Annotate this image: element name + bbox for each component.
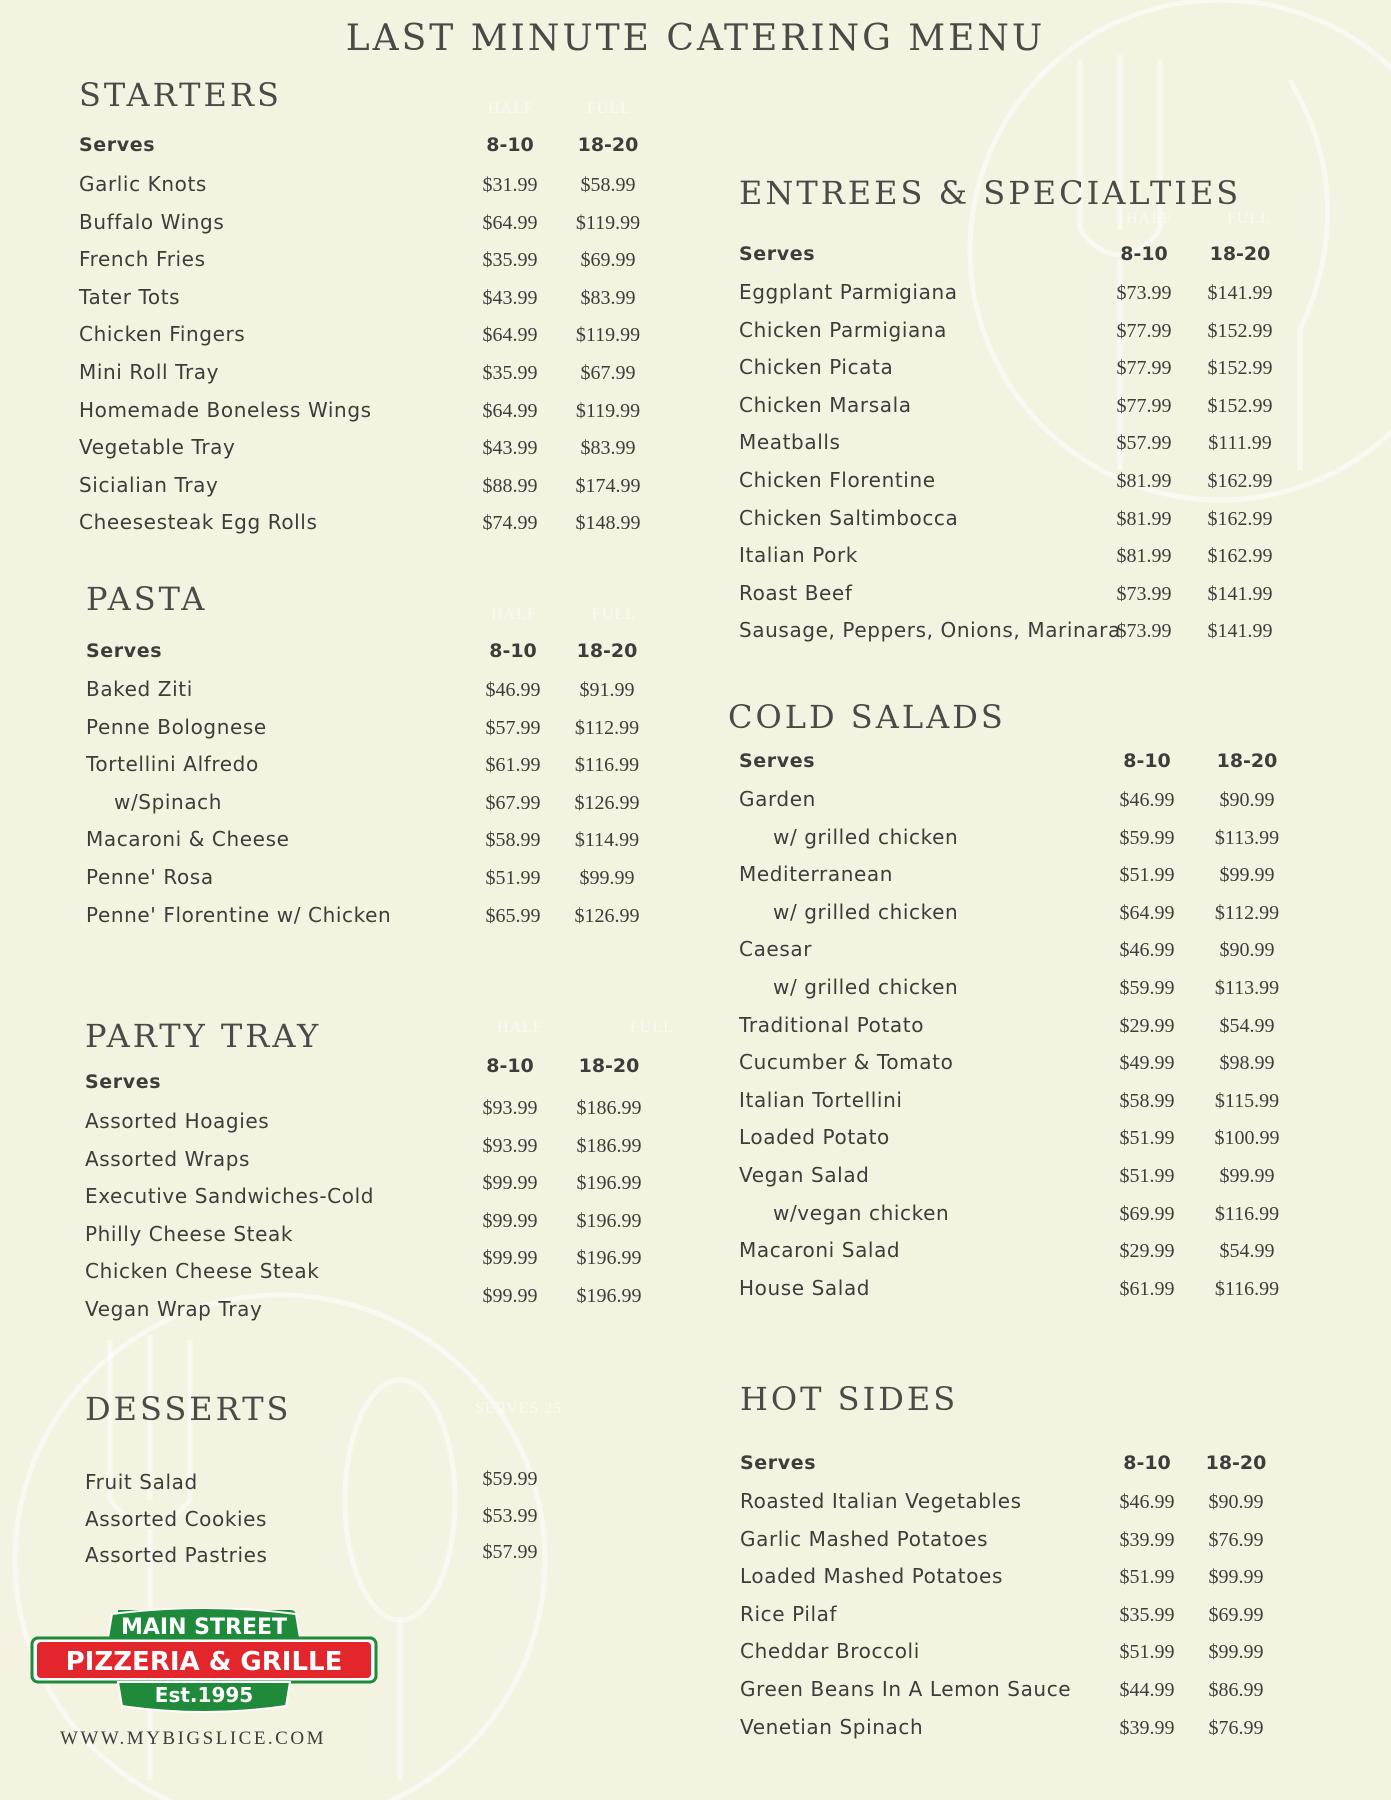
desserts-section: [85, 1390, 625, 1590]
menu-item-full-price: $100.99: [1214, 1127, 1280, 1150]
hot-sides-section: [740, 1380, 1360, 1760]
serves-full: 18-20: [578, 1055, 640, 1077]
serves-full: 18-20: [1209, 243, 1271, 265]
pasta-section: [86, 580, 666, 940]
menu-item-half-price: $58.99: [485, 829, 541, 852]
menu-item-full-price: $119.99: [575, 399, 641, 422]
menu-item-name: w/ grilled chicken: [773, 899, 959, 924]
menu-item-full-price: $162.99: [1207, 507, 1273, 530]
menu-item-half-price: $99.99: [482, 1285, 538, 1307]
menu-item-half-price: $43.99: [482, 286, 538, 309]
menu-item-half-price: $64.99: [482, 211, 538, 234]
serves-label: Serves: [740, 1452, 817, 1474]
menu-item-name: Traditional Potato: [739, 1012, 925, 1037]
menu-item-full-price: $119.99: [575, 211, 641, 234]
section-title: ENTREES & SPECIALTIES: [739, 174, 1242, 212]
menu-item-half-price: $77.99: [1116, 357, 1172, 380]
menu-item-half-price: $51.99: [1119, 1641, 1175, 1664]
menu-item-half-price: $46.99: [1119, 939, 1175, 962]
menu-item-full-price: $116.99: [574, 754, 640, 777]
section-title: COLD SALADS: [728, 698, 1006, 736]
menu-item-full-price: $90.99: [1219, 789, 1275, 811]
menu-item-full-price: $115.99: [1214, 1089, 1280, 1112]
menu-item-name: Baked Ziti: [86, 677, 193, 701]
menu-item-half-price: $93.99: [482, 1134, 538, 1157]
menu-item-full-price: $76.99: [1208, 1716, 1264, 1739]
menu-item-name: Green Beans In A Lemon Sauce: [740, 1677, 1072, 1701]
serves-label: Serves: [739, 750, 816, 772]
menu-item-half-price: $77.99: [1116, 394, 1172, 417]
menu-item-half-price: $29.99: [1119, 1240, 1175, 1263]
menu-item-half-price: $51.99: [1119, 1566, 1175, 1589]
menu-item-name: Garlic Mashed Potatoes: [740, 1526, 989, 1551]
menu-item-half-price: $39.99: [1119, 1716, 1175, 1739]
menu-item-half-price: $51.99: [1119, 864, 1175, 887]
half-column-label: HALF: [491, 606, 537, 623]
menu-item-half-price: $51.99: [1119, 1165, 1175, 1187]
menu-item-name: Homemade Boneless Wings: [79, 397, 372, 422]
menu-item-half-price: $46.99: [1119, 1491, 1175, 1513]
menu-item-name: Fruit Salad: [85, 1470, 198, 1494]
menu-item-full-price: $99.99: [1219, 1165, 1275, 1187]
menu-item-full-price: $69.99: [580, 249, 636, 272]
menu-item-half-price: $57.99: [485, 716, 541, 739]
menu-item-name: Chicken Saltimbocca: [739, 505, 959, 530]
full-column-label: FULL: [592, 606, 636, 623]
serves-half: 8-10: [1123, 750, 1171, 772]
menu-item-full-price: $113.99: [1214, 977, 1280, 999]
full-column-label: FULL: [587, 100, 631, 117]
menu-item-name: Cucumber & Tomato: [739, 1050, 954, 1075]
menu-item-name: Vegan Wrap Tray: [85, 1297, 263, 1321]
page-title: LAST MINUTE CATERING MENU: [345, 18, 1046, 59]
menu-item-half-price: $59.99: [1119, 826, 1175, 849]
menu-item-half-price: $93.99: [482, 1097, 538, 1119]
cold-salads-section: [728, 698, 1368, 1318]
section-title: HOT SIDES: [740, 1380, 959, 1418]
menu-item-name: Sicialian Tray: [79, 472, 219, 497]
menu-item-name: Meatballs: [739, 430, 841, 455]
menu-item-full-price: $196.99: [576, 1209, 642, 1232]
menu-item-full-price: $141.99: [1207, 282, 1273, 304]
logo-line1: MAIN STREET: [120, 1615, 288, 1640]
menu-item-half-price: $31.99: [482, 174, 538, 196]
menu-item-name: Vegetable Tray: [79, 435, 236, 460]
menu-item-half-price: $74.99: [482, 512, 538, 535]
menu-item-full-price: $90.99: [1219, 939, 1275, 962]
menu-item-full-price: $119.99: [575, 324, 641, 347]
menu-item-full-price: $148.99: [575, 512, 641, 535]
half-column-label: HALF: [488, 100, 534, 117]
menu-item-half-price: $43.99: [482, 437, 538, 460]
menu-item-full-price: $174.99: [575, 474, 641, 497]
menu-item-name: Tater Tots: [79, 284, 181, 309]
menu-item-name: Loaded Mashed Potatoes: [740, 1564, 1003, 1589]
menu-item-half-price: $46.99: [485, 679, 541, 701]
menu-item-name: Caesar: [739, 937, 813, 962]
menu-item-name: w/ grilled chicken: [773, 975, 959, 999]
menu-item-name: Chicken Marsala: [739, 392, 912, 417]
menu-item-name: Mini Roll Tray: [79, 360, 220, 384]
menu-item-half-price: $61.99: [485, 754, 541, 777]
serves-label: Serves: [79, 134, 156, 156]
menu-item-full-price: $152.99: [1207, 357, 1273, 380]
menu-item-name: Penne' Florentine w/ Chicken: [86, 902, 392, 927]
menu-item-half-price: $58.99: [1119, 1089, 1175, 1112]
menu-item-full-price: $126.99: [574, 791, 640, 814]
menu-item-half-price: $35.99: [482, 249, 538, 272]
menu-item-full-price: $111.99: [1208, 432, 1272, 455]
menu-item-full-price: $86.99: [1208, 1679, 1264, 1701]
menu-item-name: Vegan Salad: [739, 1163, 870, 1187]
menu-item-full-price: $90.99: [1208, 1491, 1264, 1513]
menu-item-name: Philly Cheese Steak: [85, 1221, 294, 1246]
menu-item-full-price: $196.99: [576, 1285, 642, 1307]
menu-item-full-price: $54.99: [1219, 1014, 1275, 1037]
serves-full: 18-20: [1205, 1452, 1267, 1474]
menu-item-name: Chicken Picata: [739, 355, 894, 380]
full-column-label: FULL: [1227, 210, 1271, 227]
menu-item-half-price: $81.99: [1116, 470, 1172, 492]
menu-item-price: $59.99: [482, 1468, 538, 1490]
menu-item-half-price: $81.99: [1116, 507, 1172, 530]
menu-item-full-price: $152.99: [1207, 394, 1273, 417]
menu-item-half-price: $57.99: [1116, 432, 1172, 455]
section-title: STARTERS: [79, 76, 282, 114]
menu-item-half-price: $59.99: [1119, 977, 1175, 999]
menu-item-full-price: $196.99: [576, 1172, 642, 1195]
serves-column-label: SERVES 25: [475, 1400, 563, 1417]
menu-item-half-price: $46.99: [1119, 789, 1175, 811]
serves-half: 8-10: [1120, 243, 1168, 265]
section-title: DESSERTS: [85, 1390, 292, 1428]
menu-item-full-price: $99.99: [1219, 864, 1275, 887]
menu-item-full-price: $112.99: [574, 716, 640, 739]
logo-line3: Est.1995: [154, 1683, 254, 1707]
menu-item-name: Garlic Knots: [79, 172, 207, 196]
menu-item-half-price: $73.99: [1116, 620, 1172, 643]
menu-item-full-price: $152.99: [1207, 319, 1273, 342]
menu-item-name: Assorted Wraps: [85, 1146, 251, 1171]
menu-item-name: French Fries: [79, 247, 206, 272]
menu-item-full-price: $162.99: [1207, 470, 1273, 492]
menu-item-name: Venetian Spinach: [740, 1714, 924, 1739]
menu-item-half-price: $99.99: [482, 1209, 538, 1232]
menu-item-name: Chicken Parmigiana: [739, 317, 947, 342]
menu-item-name: Chicken Fingers: [79, 322, 246, 347]
menu-item-full-price: $99.99: [1208, 1641, 1264, 1664]
menu-item-full-price: $99.99: [579, 867, 635, 889]
menu-item-half-price: $67.99: [485, 791, 541, 814]
menu-item-half-price: $64.99: [482, 399, 538, 422]
menu-item-full-price: $116.99: [1214, 1277, 1280, 1300]
serves-half: 8-10: [489, 640, 537, 662]
menu-item-name: Penne Bolognese: [86, 714, 267, 739]
menu-item-full-price: $141.99: [1207, 582, 1273, 605]
menu-item-half-price: $39.99: [1119, 1528, 1175, 1551]
menu-item-half-price: $73.99: [1116, 582, 1172, 605]
serves-label: Serves: [739, 243, 816, 265]
menu-item-name: Eggplant Parmigiana: [739, 280, 958, 304]
serves-half: 8-10: [486, 1055, 534, 1077]
serves-half: 8-10: [1123, 1452, 1171, 1474]
menu-item-full-price: $186.99: [576, 1097, 642, 1119]
half-column-label: HALF: [1126, 210, 1172, 227]
menu-item-half-price: $64.99: [1119, 901, 1175, 924]
menu-item-half-price: $69.99: [1119, 1202, 1175, 1225]
menu-item-full-price: $83.99: [580, 437, 636, 460]
menu-item-half-price: $99.99: [482, 1247, 538, 1270]
restaurant-logo: [28, 1608, 380, 1714]
menu-item-half-price: $81.99: [1116, 545, 1172, 568]
menu-item-name: Italian Tortellini: [739, 1087, 903, 1112]
menu-item-name: Macaroni & Cheese: [86, 827, 290, 852]
menu-item-half-price: $44.99: [1119, 1679, 1175, 1701]
serves-full: 18-20: [576, 640, 638, 662]
menu-item-name: Executive Sandwiches-Cold: [85, 1184, 375, 1209]
menu-item-price: $57.99: [482, 1541, 538, 1563]
menu-item-name: Penne' Rosa: [86, 865, 214, 889]
menu-item-name: Macaroni Salad: [739, 1238, 901, 1263]
menu-item-name: w/ grilled chicken: [773, 824, 959, 849]
menu-item-half-price: $64.99: [482, 324, 538, 347]
menu-item-full-price: $162.99: [1207, 545, 1273, 568]
menu-item-full-price: $99.99: [1208, 1566, 1264, 1589]
menu-item-half-price: $51.99: [485, 867, 541, 889]
menu-item-full-price: $54.99: [1219, 1240, 1275, 1263]
menu-item-name: Cheddar Broccoli: [740, 1639, 920, 1664]
entrees-section: [739, 174, 1359, 654]
menu-item-full-price: $116.99: [1214, 1202, 1280, 1225]
menu-item-name: Italian Pork: [739, 543, 858, 568]
menu-item-name: Mediterranean: [739, 862, 894, 887]
menu-item-half-price: $88.99: [482, 474, 538, 497]
menu-item-half-price: $49.99: [1119, 1052, 1175, 1075]
menu-item-full-price: $141.99: [1207, 620, 1273, 643]
party-tray-section: [85, 1017, 685, 1337]
section-title: PASTA: [86, 580, 208, 618]
menu-item-half-price: $99.99: [482, 1172, 538, 1195]
menu-item-full-price: $58.99: [580, 174, 636, 196]
menu-item-half-price: $77.99: [1116, 319, 1172, 342]
starters-section: [79, 76, 659, 536]
serves-label: Serves: [85, 1071, 162, 1093]
menu-item-full-price: $196.99: [576, 1247, 642, 1270]
menu-item-name: Tortellini Alfredo: [86, 752, 259, 777]
menu-item-name: Chicken Cheese Steak: [85, 1259, 320, 1284]
menu-item-full-price: $69.99: [1208, 1603, 1264, 1626]
menu-item-name: Loaded Potato: [739, 1125, 890, 1150]
menu-item-name: Chicken Florentine: [739, 468, 936, 492]
menu-item-name: Sausage, Peppers, Onions, Marinara: [739, 618, 1121, 643]
menu-item-full-price: $114.99: [574, 829, 640, 852]
menu-item-name: Buffalo Wings: [79, 209, 225, 234]
menu-item-name: Assorted Hoagies: [85, 1109, 270, 1133]
menu-item-full-price: $126.99: [574, 904, 640, 927]
logo-line2: PIZZERIA & GRILLE: [65, 1647, 343, 1677]
menu-item-name: Assorted Pastries: [85, 1543, 268, 1567]
menu-item-full-price: $113.99: [1214, 826, 1280, 849]
menu-item-half-price: $29.99: [1119, 1014, 1175, 1037]
menu-item-price: $53.99: [482, 1504, 538, 1527]
menu-item-name: Cheesesteak Egg Rolls: [79, 510, 318, 535]
menu-item-name: Roast Beef: [739, 580, 853, 605]
menu-item-name: House Salad: [739, 1275, 871, 1300]
menu-item-name: Roasted Italian Vegetables: [740, 1489, 1022, 1513]
section-title: PARTY TRAY: [85, 1017, 322, 1055]
menu-item-name: w/Spinach: [114, 789, 223, 814]
menu-item-half-price: $51.99: [1119, 1127, 1175, 1150]
full-column-label: FULL: [630, 1019, 674, 1036]
menu-item-full-price: $67.99: [580, 362, 636, 384]
half-column-label: HALF: [497, 1019, 543, 1036]
menu-item-full-price: $91.99: [579, 679, 635, 701]
menu-item-half-price: $61.99: [1119, 1277, 1175, 1300]
menu-item-full-price: $186.99: [576, 1134, 642, 1157]
menu-item-half-price: $65.99: [485, 904, 541, 927]
menu-item-full-price: $76.99: [1208, 1528, 1264, 1551]
menu-item-half-price: $35.99: [1119, 1603, 1175, 1626]
menu-item-name: Garden: [739, 787, 816, 811]
serves-full: 18-20: [577, 134, 639, 156]
website-url: WWW.MYBIGSLICE.COM: [60, 1728, 326, 1749]
menu-item-name: Rice Pilaf: [740, 1601, 838, 1626]
menu-item-half-price: $35.99: [482, 362, 538, 384]
menu-item-full-price: $98.99: [1219, 1052, 1275, 1075]
serves-half: 8-10: [486, 134, 534, 156]
menu-item-full-price: $83.99: [580, 286, 636, 309]
menu-item-name: w/vegan chicken: [773, 1200, 950, 1225]
serves-label: Serves: [86, 640, 163, 662]
serves-full: 18-20: [1216, 750, 1278, 772]
menu-item-full-price: $112.99: [1214, 901, 1280, 924]
menu-item-name: Assorted Cookies: [85, 1506, 268, 1531]
menu-item-half-price: $73.99: [1116, 282, 1172, 304]
